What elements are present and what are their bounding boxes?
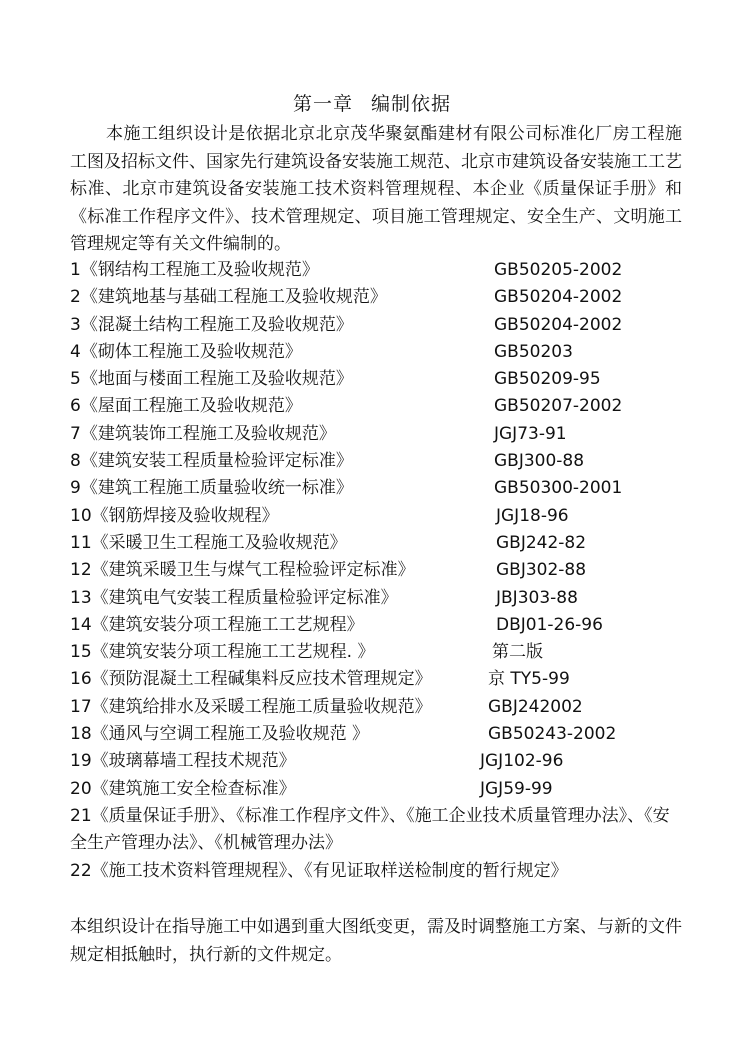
standard-item-21: 21《质量保证手册》、《标准工作程序文件》、《施工企业技术质量管理办法》、《安全生产管理办法》、《机械管理办法》	[70, 805, 670, 854]
standard-name: 12《建筑采暖卫生与煤气工程检验评定标准》	[70, 560, 415, 581]
standard-code: GBJ302-88	[496, 560, 587, 581]
standard-name: 17《建筑给排水及采暖工程施工质量验收规范》	[70, 696, 432, 717]
standard-name: 2《建筑地基与基础工程施工及验收规范》	[70, 287, 387, 308]
standard-code: JGJ59-99	[480, 778, 553, 799]
standard-code: 第二版	[492, 642, 543, 663]
standard-name: 4《砌体工程施工及验收规范》	[70, 341, 302, 362]
standard-item	[70, 284, 682, 311]
standard-name: 9《建筑工程施工质量验收统一标准》	[70, 478, 353, 499]
standard-item	[70, 748, 682, 775]
standard-name: 14《建筑安装分项工程施工工艺规程》	[70, 614, 364, 635]
standard-code: GB50207-2002	[494, 396, 623, 417]
standard-code: GB50209-95	[494, 369, 601, 390]
standard-item	[70, 721, 682, 748]
standard-name: 18《通风与空调工程施工及验收规范 》	[70, 724, 370, 745]
standards-list	[70, 257, 682, 885]
standard-code: GBJ300-88	[494, 451, 585, 472]
standard-name: 15《建筑安装分项工程施工工艺规程. 》	[70, 642, 375, 663]
standard-item	[70, 612, 682, 639]
standard-name: 16《预防混凝土工程碱集料反应技术管理规定》	[70, 669, 432, 690]
standard-item	[70, 666, 682, 693]
standard-item	[70, 448, 682, 475]
standard-code: GBJ242002	[488, 696, 583, 717]
closing-paragraph: 本组织设计在指导施工中如遇到重大图纸变更，需及时调整施工方案、与新的文件规定相抵触时，执行新的文件规定。	[70, 917, 682, 965]
standard-item	[70, 639, 682, 666]
standard-item	[70, 503, 682, 530]
standard-name: 10《钢筋焊接及验收规程》	[70, 505, 279, 526]
standard-code: GB50300-2001	[494, 478, 623, 499]
standard-item	[70, 530, 682, 557]
standard-item	[70, 366, 682, 393]
standard-item	[70, 694, 682, 721]
standard-code: JGJ102-96	[480, 751, 564, 772]
standard-name: 7《建筑装饰工程施工及验收规范》	[70, 423, 336, 444]
standard-name: 6《屋面工程施工及验收规范》	[70, 396, 302, 417]
standard-name: 13《建筑电气安装工程质量检验评定标准》	[70, 587, 398, 608]
intro-paragraph: 本施工组织设计是依据北京北京茂华聚氨酯建材有限公司标准化厂房工程施工图及招标文件、国家先行建筑设备安装施工规范、北京市建筑设备安装施工工艺标准、北京市建筑设备安装施工技术资料管理规程、本企业《质量保证手册》和《标准工作程序文件》、技术管理规定、项目施工管理规定、安全生产、文明施工管理规定等有关文件编制的。	[70, 124, 682, 254]
standard-code: 京 TY5-99	[488, 669, 570, 690]
standard-name: 8《建筑安装工程质量检验评定标准》	[70, 451, 353, 472]
standard-code: JBJ303-88	[496, 587, 578, 608]
standard-name: 20《建筑施工安全检查标准》	[70, 778, 296, 799]
standard-item-22: 22《施工技术资料管理规程》、《有见证取样送检制度的暂行规定》	[70, 860, 568, 881]
standard-item	[70, 776, 682, 803]
standard-item	[70, 421, 682, 448]
standard-code: GB50205-2002	[494, 260, 623, 280]
standard-code: GB50203	[494, 341, 573, 362]
chapter-heading	[0, 92, 744, 116]
standard-item	[70, 475, 682, 502]
standard-code: GB50204-2002	[494, 314, 623, 335]
standard-code: GBJ242-82	[496, 532, 587, 553]
standard-item	[70, 339, 682, 366]
standard-item	[70, 557, 682, 584]
standard-item	[70, 257, 682, 284]
standard-code: DBJ01-26-96	[496, 614, 603, 635]
standard-name: 1《钢结构工程施工及验收规范》	[70, 260, 319, 280]
chapter-title: 编制依据	[371, 93, 452, 115]
standard-item	[70, 585, 682, 612]
standard-item	[70, 312, 682, 339]
standard-code: GB50204-2002	[494, 287, 623, 308]
standard-name: 3《混凝土结构工程施工及验收规范》	[70, 314, 353, 335]
standard-name: 11《采暖卫生工程施工及验收规范》	[70, 532, 347, 553]
standard-code: GB50243-2002	[488, 724, 617, 745]
standard-code: JGJ73-91	[494, 423, 567, 444]
chapter-number: 第一章	[292, 93, 353, 115]
standard-name: 5《地面与楼面工程施工及验收规范》	[70, 369, 353, 390]
standard-code: JGJ18-96	[496, 505, 569, 526]
standard-name: 19《玻璃幕墙工程技术规范》	[70, 751, 296, 772]
standard-item	[70, 393, 682, 420]
